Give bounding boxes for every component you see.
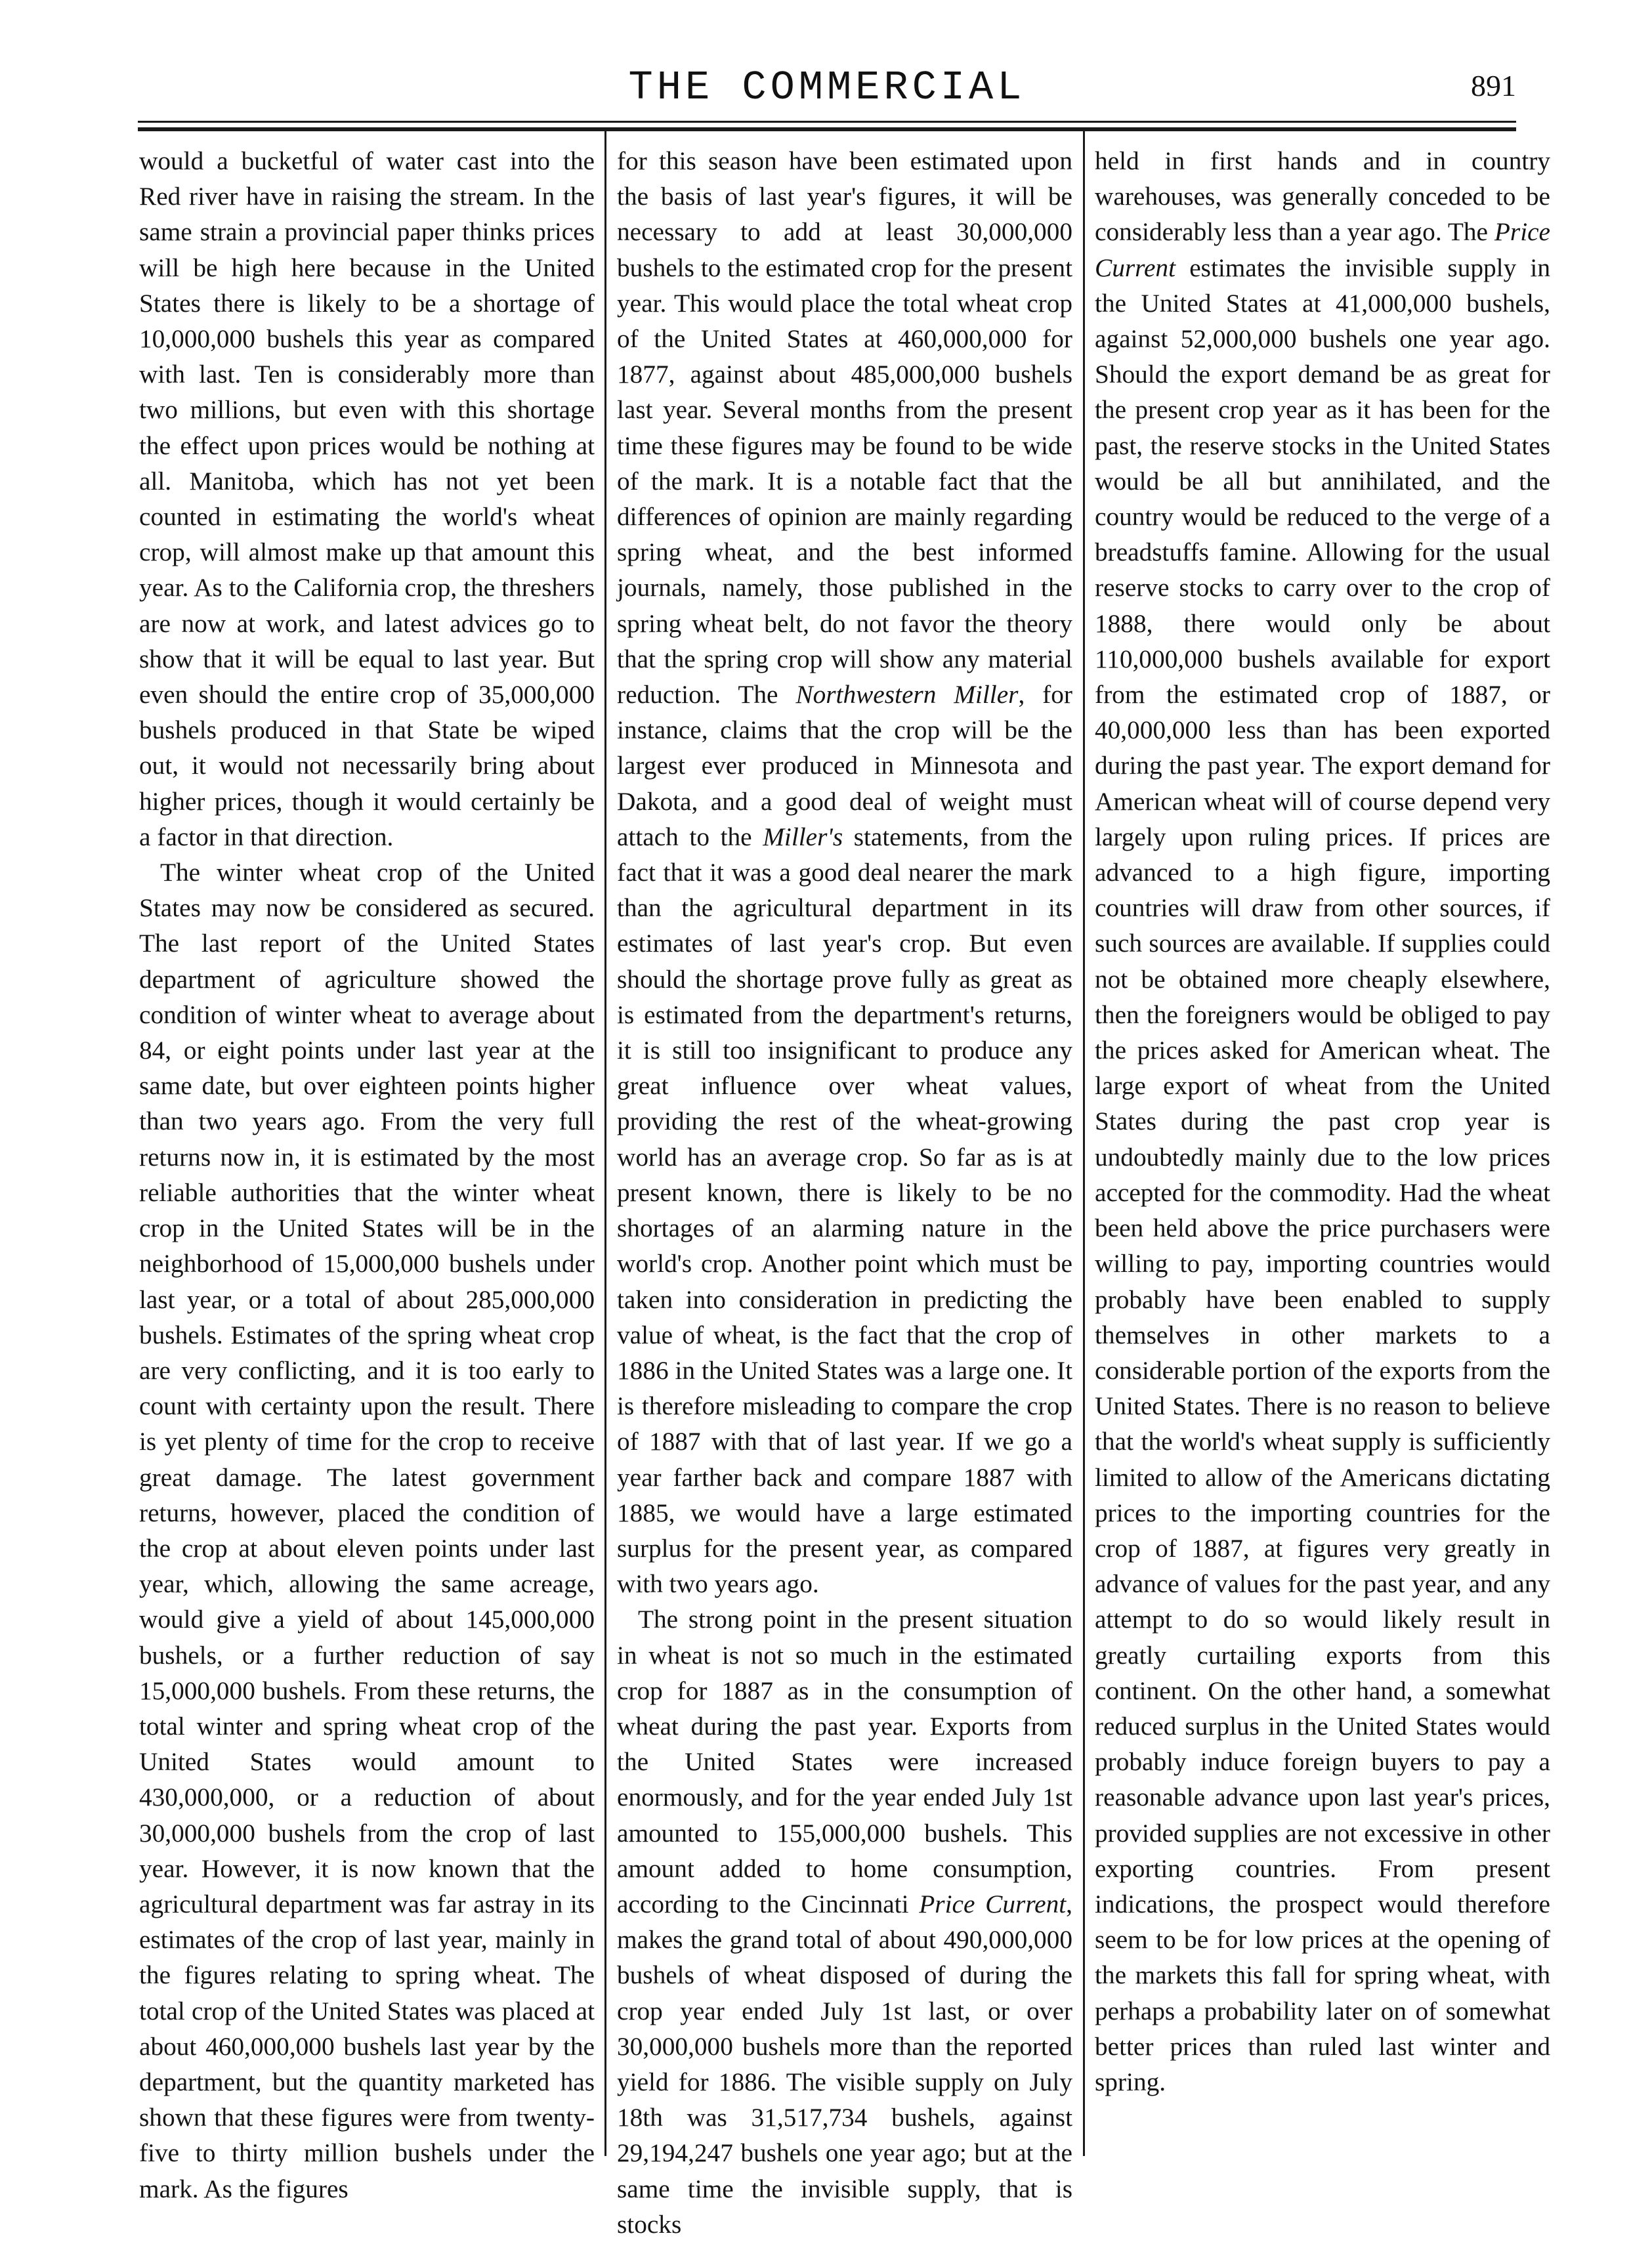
masthead-title: THE COMMERCIAL (628, 64, 1026, 111)
text-run: estimates the invisible supply in the United States at 41,000,000 bushels, against 52,000,000 bushels one year ago. Should the export demand be as great for the present crop year as it has been for the past, the reserve stocks in the United States would be all but annihilated, and the country would be reduced to the verge of a breadstuffs famine. Allowing for the usual reserve stocks to carry over to the crop of 1888, there would only be about 110,000,000 bushels available for export from the estimated crop of 1887, or 40,000,000 less than has been exported during the past year. The export demand for American wheat will of course depend very largely upon ruling prices. If prices are advanced to a high figure, importing countries will draw from other sources, if such sources are available. If supplies could not be obtained more cheaply elsewhere, then the foreigners would be obliged to pay the prices asked for American wheat. The large export of wheat from the United States during the past crop year is undoubtedly mainly due to the low prices accepted for the commodity. Had the wheat been held above the price purchasers were willing to pay, importing countries would probably have been enabled to supply themselves in other markets to a considerable portion of the exports from the United States. There is no reason to believe that the world's wheat supply is sufficiently limited to allow of the Americans dictating prices to the importing countries for the crop of 1887, at figures very greatly in advance of values for the past year, and any attempt to do so would likely result in greatly curtailing exports from this continent. On the other hand, a somewhat reduced surplus in the United States would probably induce foreign buyers to pay a reasonable advance upon last year's prices, provided supplies are not excessive in other exporting countries. From present indications, the prospect would therefore seem to be for low prices at the opening of the markets this fall for spring wheat, with perhaps a probability later on of somewhat better prices than ruled last winter and spring. (1095, 253, 1550, 2096)
publication-name: Miller's (763, 822, 843, 851)
text-run: , for instance, claims that the crop will be the largest ever produced in Minnesota and Dakota, and a good deal of weight must attach to the (617, 680, 1072, 851)
publication-name: Northwestern Miller (795, 680, 1019, 709)
article-column-3 (1095, 143, 1550, 2145)
text-run: held in first hands and in country warehouses, was generally conceded to be considerably less than a year ago. The (1095, 146, 1550, 247)
text-run: statements, from the fact that it was a good deal nearer the mark than the agricultural department in its estimates of last year's crop. But even should the shortage prove fully as great as is estimated from the department's returns, it is still too insignificant to produce any great influence over wheat values, providing the rest of the wheat-growing world has an average crop. So far as is at present known, there is likely to be no shortages of an alarming nature in the world's crop. Another point which must be taken into consideration in predicting the value of wheat, is the fact that the crop of 1886 in the United States was a large one. It is therefore misleading to compare the crop of 1887 with that of last year. If we go a year farther back and compare 1887 with 1885, we would have a large estimated surplus for the present year, as compared with two years ago. (617, 822, 1073, 1599)
paragraph (617, 1601, 1072, 2242)
text-run: The strong point in the present situation in wheat is not so much in the estimated crop for 1887 as in the consumption of wheat during the past year. Exports from the United States were increased enormously, and for the year ended July 1st amounted to 155,000,000 bushels. This amount added to home consumption, according to the Cincinnati (617, 1605, 1072, 1918)
text-run: , makes the grand total of about 490,000,000 bushels of wheat disposed of during the crop year ended July 1st last, or over 30,000,000 bushels more than the reported yield for 1886. The visible supply on July 18th was 31,517,734 bushels, against 29,194,247 bushels one year ago; but at the same time the invisible supply, that is stocks (617, 1889, 1072, 2239)
column-divider-2 (1083, 131, 1085, 2156)
article-column-2 (617, 143, 1073, 2239)
page-number: 891 (1471, 69, 1516, 102)
paragraph (1095, 143, 1550, 2100)
article-column-1 (139, 143, 595, 2203)
publication-name: Price Current (919, 1889, 1067, 1918)
paragraph: The winter wheat crop of the United States may now be considered as secured. The last report of the United States department of agriculture showed the condition of winter wheat to average about 84, or eight points under last year at the same date, but over eighteen points higher than two years ago. From the very full returns now in, it is estimated by the most reliable authorities that the winter wheat crop in the United States will be in the neighborhood of 15,000,000 bushels under last year, or a total of about 285,000,000 bushels. Estimates of the spring wheat crop are very conflicting, and it is too early to count with certainty upon the result. There is yet plenty of time for the crop to receive great damage. The latest government returns, however, placed the condition of the crop at about eleven points under last year, which, allowing the same acreage, would give a yield of about 145,000,000 bushels, or a further reduction of say 15,000,000 bushels. From these returns, the total winter and spring wheat crop of the United States would amount to 430,000,000, or a reduction of about 30,000,000 bushels from the crop of last year. However, it is now known that the agricultural department was far astray in its estimates of the crop of last year, mainly in the figures relating to spring wheat. The total crop of the United States was placed at about 460,000,000 bushels last year by the department, but the quantity marketed has shown that these figures were from twenty-five to thirty million bushels under the mark. As the figures (139, 858, 595, 2203)
paragraph: would a bucketful of water cast into the Red river have in raising the stream. In the same strain a provincial paper thinks prices will be high here because in the United States there is likely to be a shortage of 10,000,000 bushels this year as compared with last. Ten is considerably more than two millions, but even with this shortage the effect upon prices would be nothing at all. Manitoba, which has not yet been counted in estimating the world's wheat crop, will almost make up that amount this year. As to the California crop, the threshers are now at work, and latest advices go to show that it will be equal to last year. But even should the entire crop of 35,000,000 bushels produced in that State be wiped out, it would not necessarily bring about higher prices, though it would certainly be a factor in that direction. (139, 146, 595, 851)
page-header (138, 59, 1516, 125)
paragraph (617, 143, 1072, 1601)
header-rule-thick (138, 127, 1516, 131)
text-run: for this season have been estimated upon the basis of last year's figures, it will be necessary to add at least 30,000,000 bushels to the estimated crop for the present year. This would place the total wheat crop of the United States at 460,000,000 for 1877, against about 485,000,000 bushels last year. Several months from the present time these figures may be found to be wide of the mark. It is a notable fact that the differences of opinion are mainly regarding spring wheat, and the best informed journals, namely, those published in the spring wheat belt, do not favor the theory that the spring crop will show any material reduction. The (617, 146, 1072, 709)
column-divider-1 (604, 131, 606, 2156)
header-rule-thin (138, 121, 1516, 123)
publication-name: Price Current (1095, 217, 1550, 282)
